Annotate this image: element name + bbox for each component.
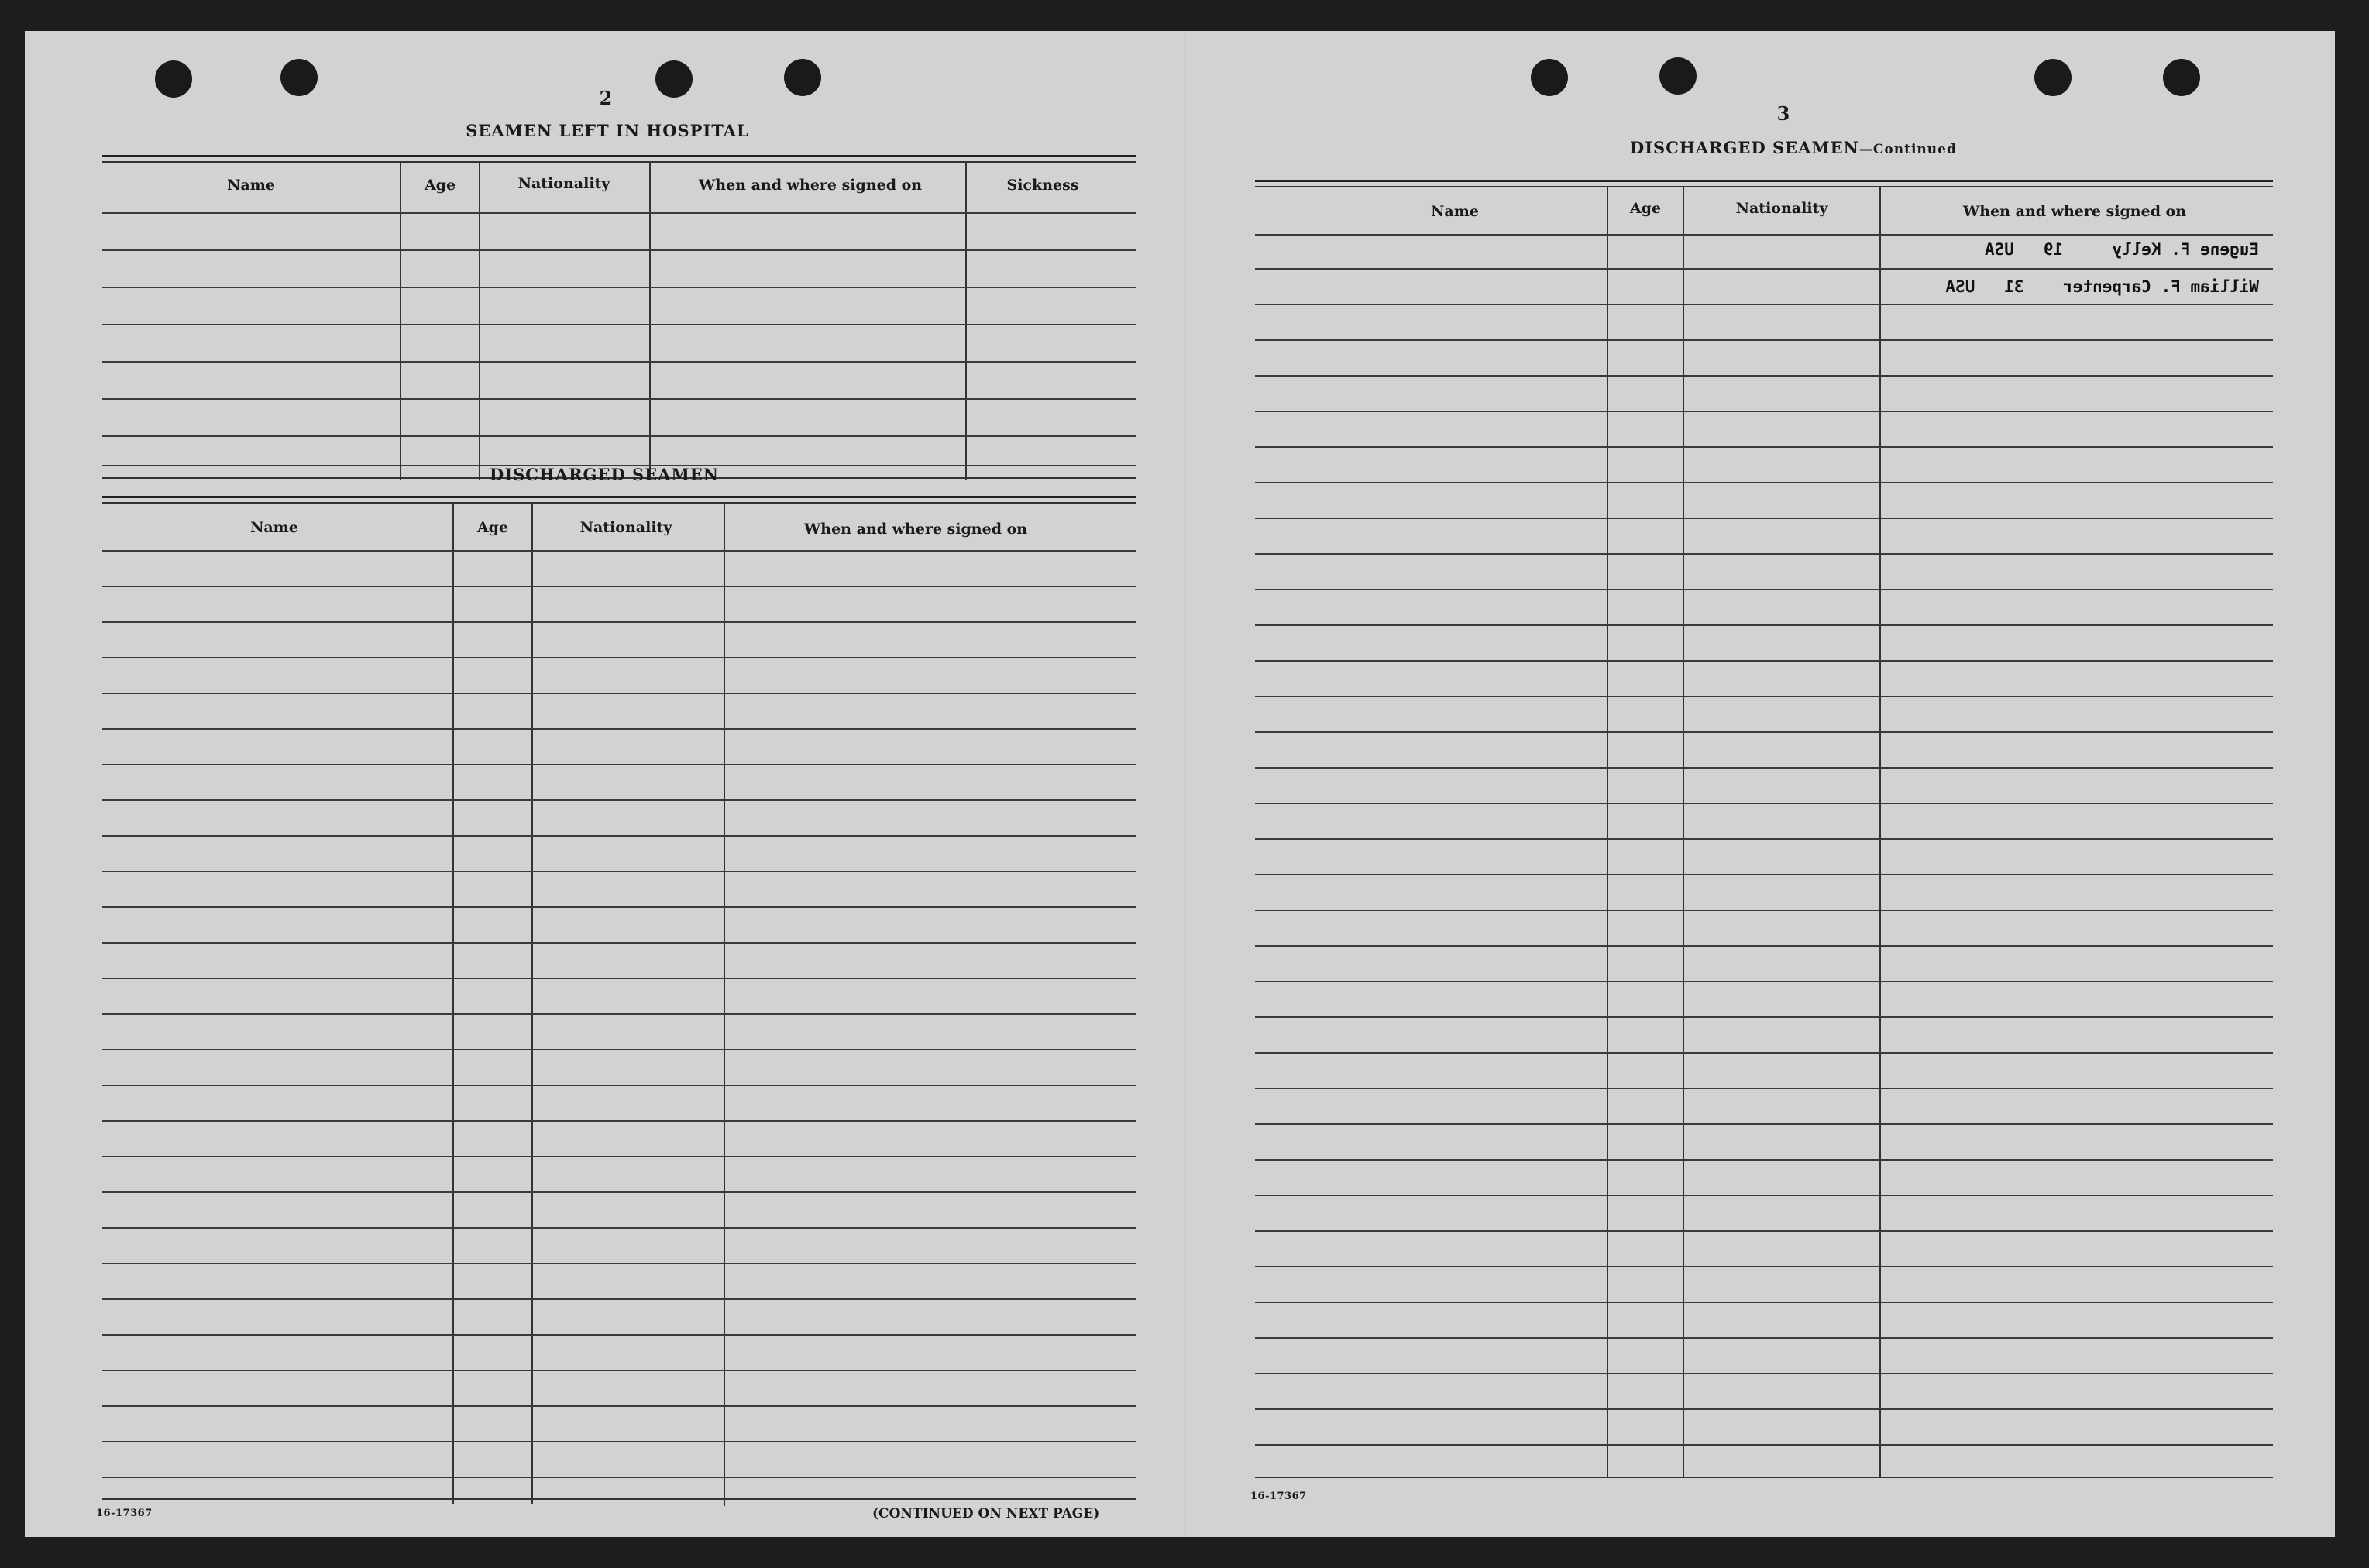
section-title-discharged: DISCHARGED SEAMEN [490, 465, 719, 484]
page-number: 2 [599, 87, 613, 109]
section-title-hospital: SEAMEN LEFT IN HOSPITAL [466, 121, 749, 140]
column-header-sickness: Sickness [1006, 177, 1079, 194]
column-header-signed-on: When and where signed on [1962, 203, 2187, 220]
page-number: 3 [1776, 102, 1790, 125]
form-number: 16-17367 [1250, 1491, 1307, 1502]
right-page [1187, 31, 2335, 1537]
column-header-age: Age [1629, 200, 1662, 217]
title-suffix: —Continued [1858, 142, 1957, 157]
column-header-name: Name [1431, 203, 1479, 220]
title-main: DISCHARGED SEAMEN [1630, 138, 1859, 157]
continued-note: (CONTINUED ON NEXT PAGE) [872, 1506, 1100, 1522]
column-header-nationality: Nationality [517, 175, 610, 192]
column-header-age: Age [424, 177, 456, 194]
column-header-name: Name [250, 519, 298, 536]
bleed-through-entry: Eugene F. Kelly 19 USA [1984, 240, 2259, 259]
column-header-signed-on: When and where signed on [698, 177, 923, 194]
column-header-age: Age [476, 519, 509, 536]
column-header-nationality: Nationality [579, 519, 672, 536]
form-number: 16-17367 [96, 1508, 153, 1519]
column-header-signed-on: When and where signed on [803, 521, 1028, 538]
scanned-document-sheet [25, 31, 2335, 1537]
left-page [25, 31, 1187, 1537]
column-header-nationality: Nationality [1735, 200, 1828, 217]
column-header-name: Name [227, 177, 275, 194]
bleed-through-entry: William F. Carpenter 31 USA [1945, 277, 2259, 296]
page-title [1630, 138, 1957, 157]
